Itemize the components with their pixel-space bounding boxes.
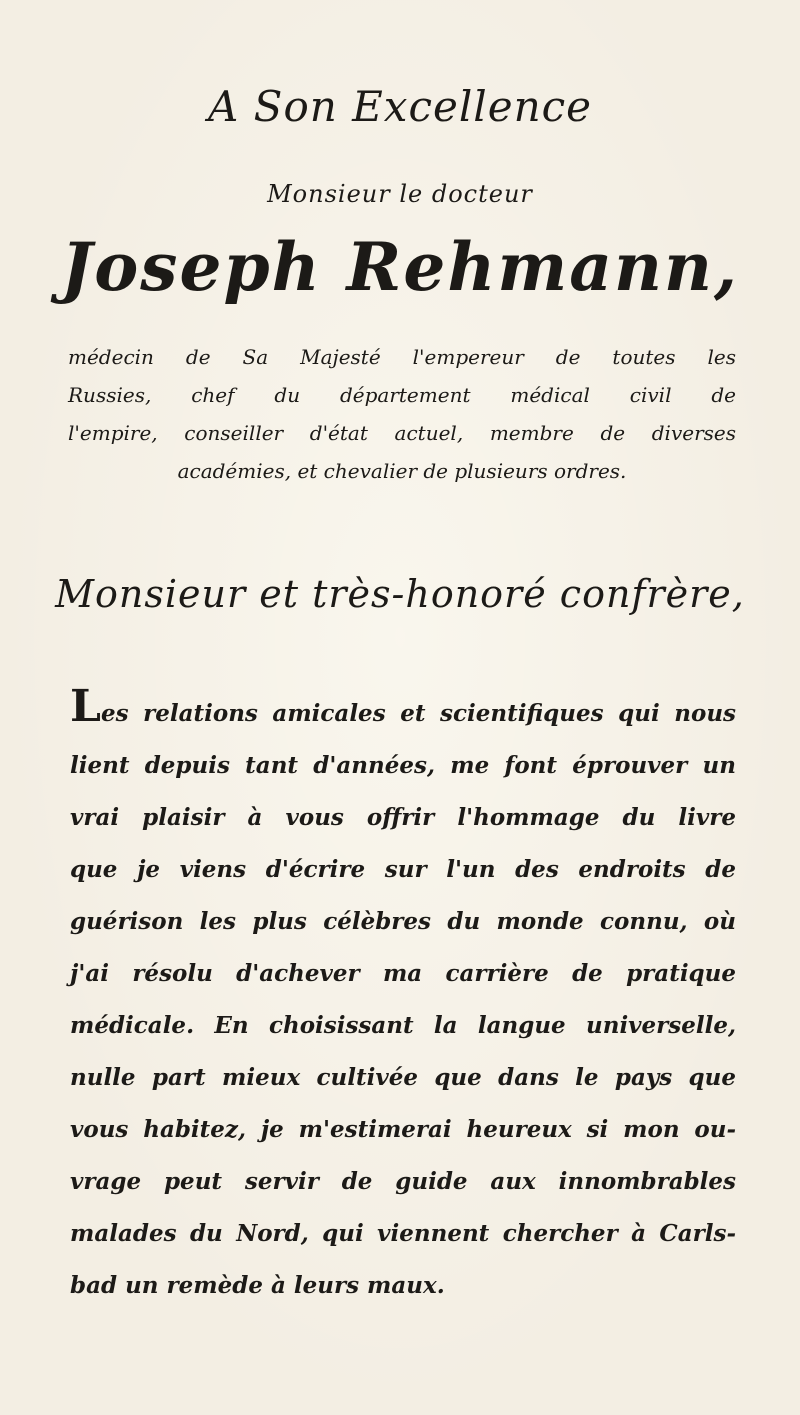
drop-cap: L [70, 681, 101, 732]
titles-line: médecin de Sa Majesté l'empereur de toutes les [68, 345, 736, 369]
letter-line-first [70, 681, 736, 740]
letter-line: guérison les plus célèbres du monde connu, où [70, 908, 736, 935]
letter-line: vous habitez, je m'estimerai heureux si mon ou- [70, 1116, 736, 1143]
letter-line: bad un remède à leurs maux. [70, 1272, 445, 1299]
letter-line: médicale. En choisissant la langue universelle, [70, 1012, 736, 1039]
letter-line: nulle part mieux cultivée que dans le pays que [70, 1064, 736, 1091]
letter-line-first-text: es relations amicales et scientifiques qui nous [100, 700, 736, 727]
letter-line: j'ai résolu d'achever ma carrière de pratique [70, 960, 736, 987]
letter-greeting: Monsieur et très-honoré confrère, [55, 572, 745, 616]
letter-line: malades du Nord, qui viennent chercher à Carls- [70, 1220, 736, 1247]
dedication-title: Monsieur le docteur [267, 180, 533, 208]
dedication-heading: A Son Excellence [207, 82, 592, 131]
letter-line: que je viens d'écrire sur l'un des endroits de [70, 856, 736, 883]
letter-line: vrage peut servir de guide aux innombrables [70, 1168, 736, 1195]
dedicatee-titles [68, 338, 736, 490]
letter-line: vrai plaisir à vous offrir l'hommage du livre [70, 804, 736, 831]
titles-line: l'empire, conseiller d'état actuel, membre de diverses [68, 421, 736, 445]
letter-line: lient depuis tant d'années, me font éprouver un [70, 752, 736, 779]
letter-body [70, 681, 736, 1312]
titles-line: Russies, chef du département médical civil de [68, 383, 736, 407]
titles-line: académies, et chevalier de plusieurs ordres. [177, 459, 627, 483]
dedicatee-name: Joseph Rehmann, [61, 228, 739, 306]
